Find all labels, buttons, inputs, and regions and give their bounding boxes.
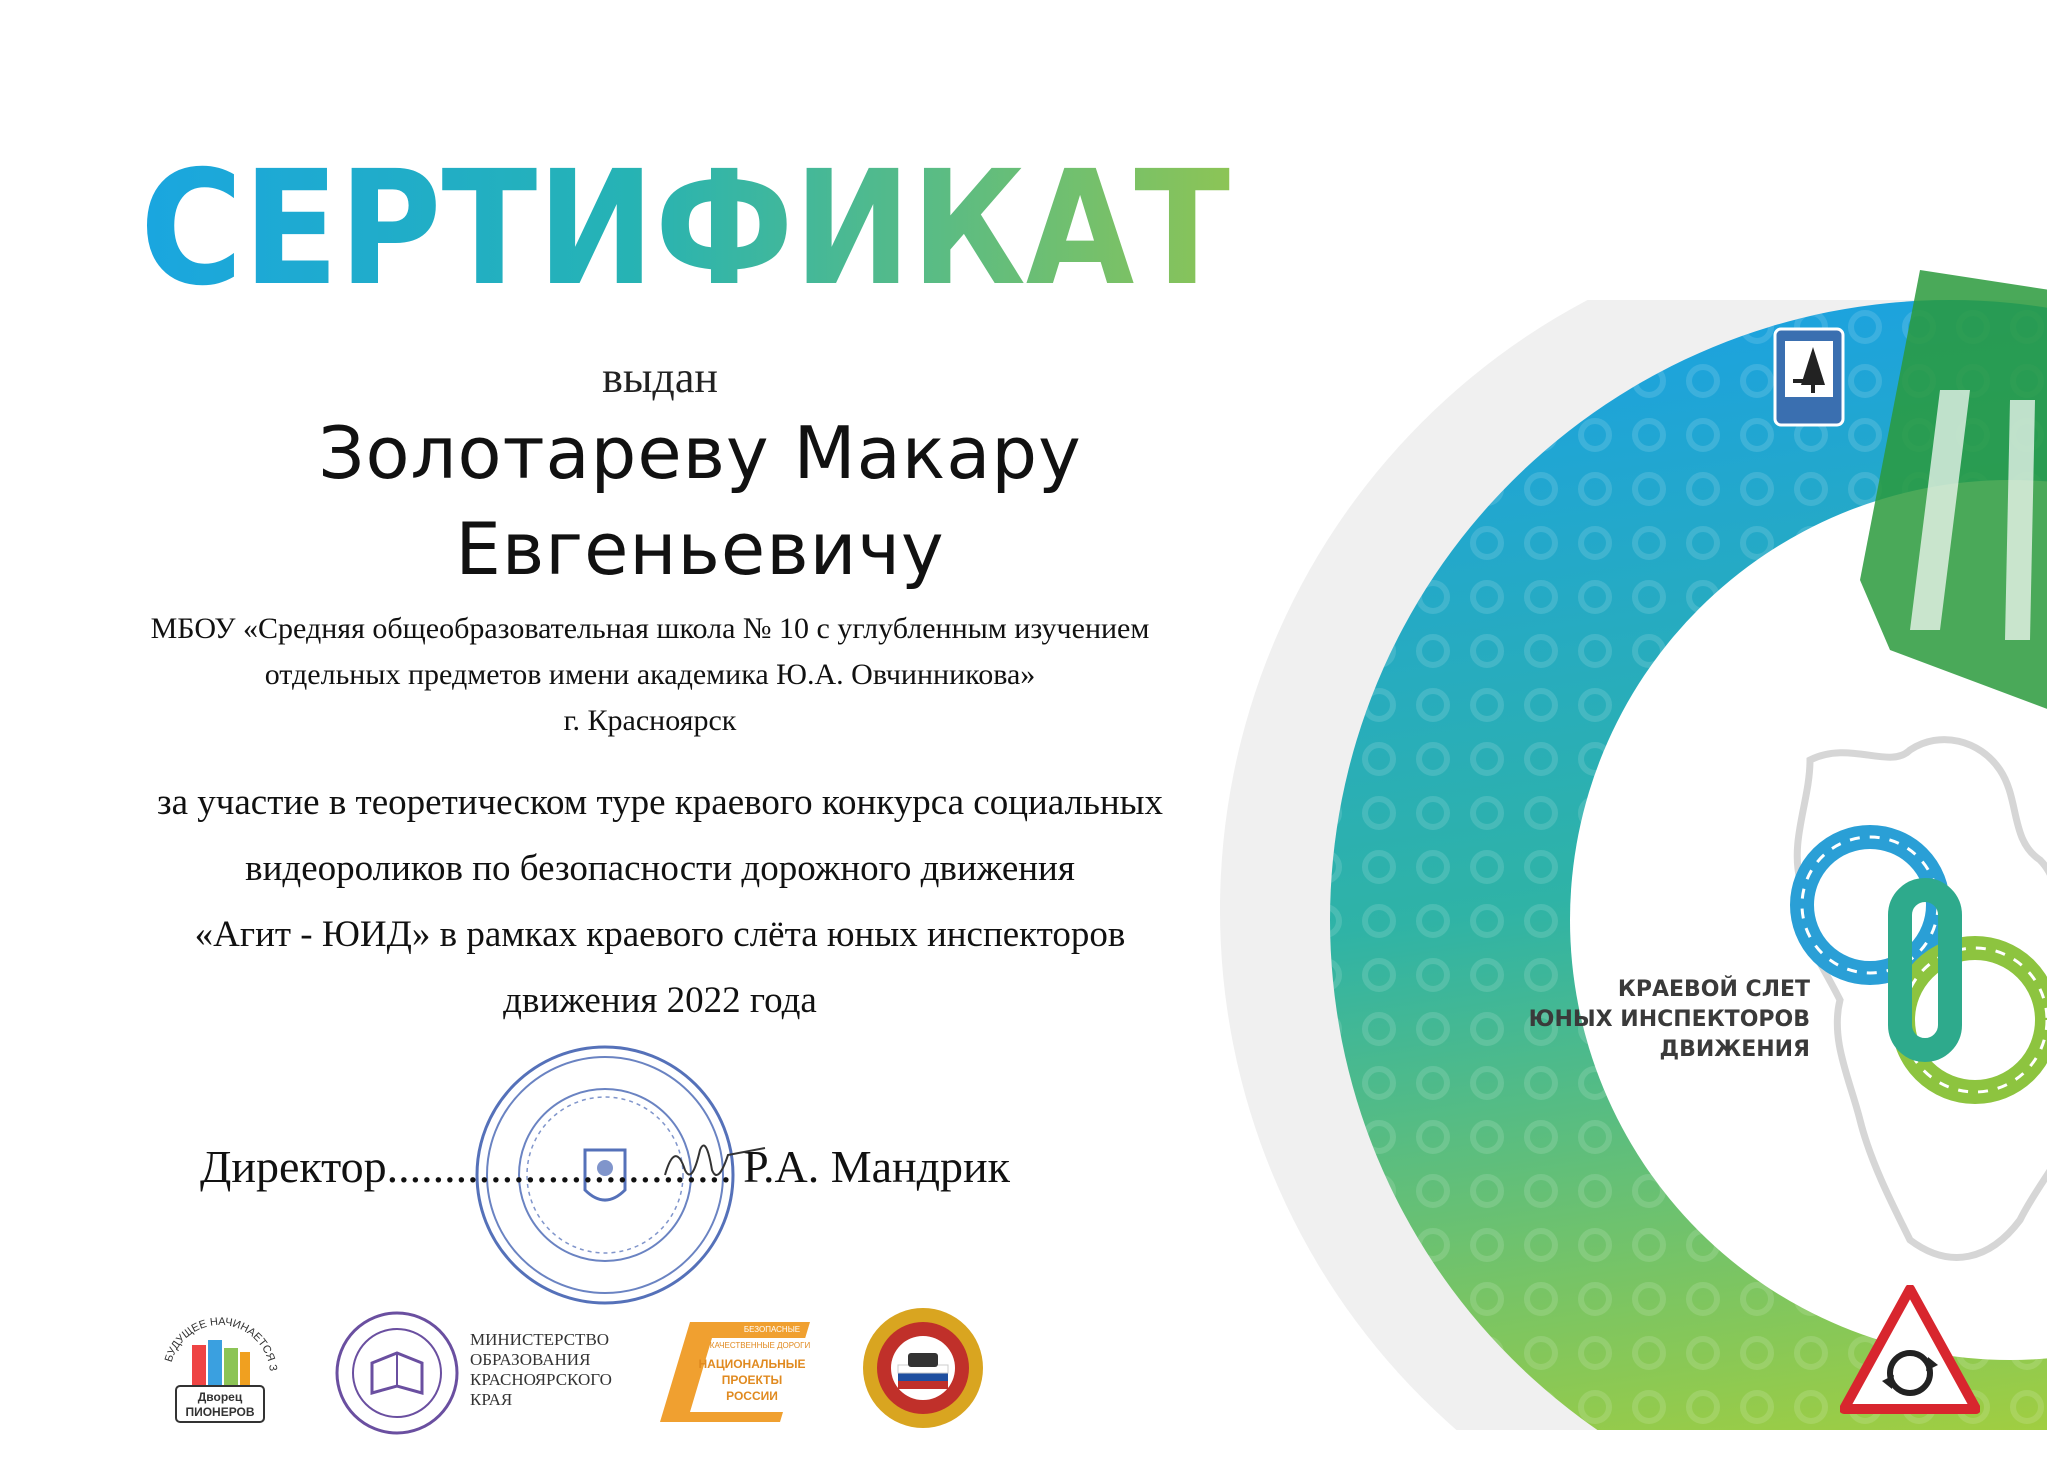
svg-text:БУДУЩЕЕ НАЧИНАЕТСЯ ЗДЕСЬ: БУДУЩЕЕ НАЧИНАЕТСЯ З: [162, 1315, 279, 1372]
reason-line3: «Агит - ЮИД» в рамках краевого слёта юных инспекторов: [194, 914, 1126, 955]
ministry-emblem: [332, 1308, 462, 1438]
ministry-name: [470, 1330, 640, 1410]
national-projects-logo: [660, 1312, 820, 1432]
roundabout-sign-icon: [1840, 1285, 1980, 1415]
ministry-line1: МИНИСТЕРСТВО: [470, 1330, 610, 1349]
school-line2: отдельных предметов имени академика Ю.А. Овчинникова»: [264, 658, 1036, 691]
traffic-police-emblem: [858, 1303, 988, 1433]
award-reason: [60, 770, 1260, 1034]
recipient-name-line2: Евгеньевичу: [455, 507, 945, 591]
highway-sign-icon: [1860, 270, 2047, 710]
svg-text:ПРОЕКТЫ: ПРОЕКТЫ: [721, 1373, 783, 1387]
svg-text:Дворец: Дворец: [197, 1390, 243, 1404]
palace-of-pioneers-logo: [150, 1300, 290, 1440]
svg-text:ПИОНЕРОВ: ПИОНЕРОВ: [185, 1405, 255, 1419]
school-line1: МБОУ «Средняя общеобразовательная школа № 10 с углубленным изучением: [150, 612, 1150, 645]
ministry-line4: КРАЯ: [470, 1390, 513, 1409]
director-signature-line: Директор.............................. Р.А. Мандрик: [200, 1141, 1011, 1192]
ministry-line2: ОБРАЗОВАНИЯ: [470, 1350, 591, 1369]
svg-text:РОССИИ: РОССИИ: [726, 1389, 778, 1403]
recipient-name-line1: Золотареву Макару: [318, 411, 1082, 495]
event-title-line2: ЮНЫХ ИНСПЕКТОРОВ: [1528, 1007, 1810, 1032]
city: г. Красноярск: [563, 704, 737, 737]
svg-text:СЕРТИФИКАТ: СЕРТИФИКАТ: [140, 140, 1230, 310]
reason-line1: за участие в теоретическом туре краевого конкурса социальных: [156, 782, 1164, 823]
recipient-name: [200, 405, 1200, 597]
event-title-line1: КРАЕВОЙ СЛЕТ: [1617, 977, 1810, 1002]
rest-area-sign-icon: [1773, 327, 1845, 427]
reason-line4: движения 2022 года: [503, 980, 817, 1021]
ministry-line3: КРАСНОЯРСКОГО: [470, 1370, 612, 1389]
signature: [660, 1130, 770, 1190]
svg-text:НАЦИОНАЛЬНЫЕ: НАЦИОНАЛЬНЫЕ: [698, 1357, 806, 1371]
svg-text:КАЧЕСТВЕННЫЕ ДОРОГИ: КАЧЕСТВЕННЫЕ ДОРОГИ: [709, 1341, 811, 1350]
school-info: [80, 606, 1220, 744]
issued-label: выдан: [602, 353, 718, 402]
event-title-line3: ДВИЖЕНИЯ: [1659, 1037, 1810, 1062]
certificate-title: [140, 140, 1260, 310]
event-title: [1490, 975, 1810, 1065]
reason-line2: видеороликов по безопасности дорожного движения: [245, 848, 1075, 889]
svg-text:БЕЗОПАСНЫЕ: БЕЗОПАСНЫЕ: [743, 1325, 801, 1334]
